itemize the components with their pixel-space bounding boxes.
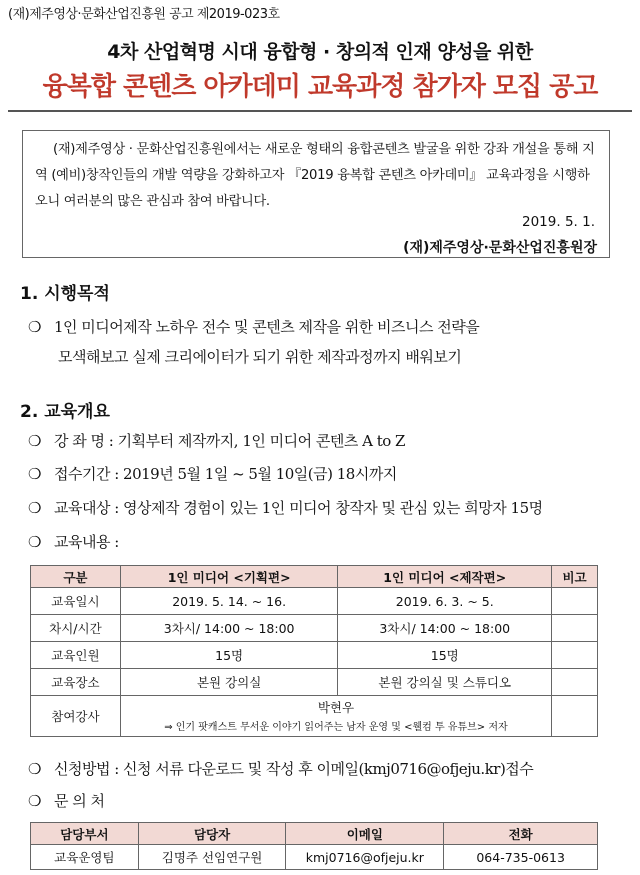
table-header-cell: 구분 [31,566,121,588]
table-cell: 15명 [338,642,552,669]
table-row [31,845,598,870]
apply-text: 신청방법 : 신청 서류 다운로드 및 작성 후 이메일(kmj0716@ofjeju.kr)접수 [54,760,534,778]
intro-date: 2019. 5. 1. [522,214,595,230]
bullet-mark: ❍ [28,318,41,336]
purpose-line-1 [28,316,479,337]
table-row-lecturer [31,696,598,737]
table-cell: 교육장소 [31,669,121,696]
page-title: 융복합 콘텐츠 아카데미 교육과정 참가자 모집 공고 [42,72,598,102]
purpose-text-1: 1인 미디어제작 노하우 전수 및 콘텐츠 제작을 위한 비즈니스 전략을 [54,318,480,336]
table-cell [552,588,598,615]
table-header-row [31,566,598,588]
table-cell [552,696,598,737]
overview-item-period [28,463,397,484]
lecturer-note: ⇒ 인기 팟캐스트 무서운 이야기 읽어주는 남자 운영 및 <웰컴 투 유튜브> 저자 [164,722,508,733]
page-subtitle: 4차 산업혁명 시대 융합형 · 창의적 인재 양성을 위한 [107,41,533,63]
section-heading-purpose: 1. 시행목적 [20,284,110,304]
bullet-mark: ❍ [28,499,41,517]
table-row [31,669,598,696]
intro-text: (재)제주영상 · 문화산업진흥원에서는 새로운 형태의 융합콘텐츠 발굴을 위한 강좌 개설을 통해 지역 (예비)창작인들의 개발 역량을 강화하고자 『2019 융복합 콘텐츠 아카데미』 교육과정을 시행하오니 여러분의 많은 관심과 참여 바랍니다. [35,142,595,209]
overview-text: 강 좌 명 : 기획부터 제작까지, 1인 미디어 콘텐츠 A to Z [54,432,405,450]
apply-method [28,758,533,779]
bullet-mark: ❍ [28,465,41,483]
table-cell: 3차시/ 14:00 ~ 18:00 [338,615,552,642]
table-cell: 김명주 선임연구원 [138,845,286,870]
table-header-cell: 비고 [552,566,598,588]
table-cell: 교육일시 [31,588,121,615]
overview-item-content [28,531,119,552]
overview-item-target [28,497,543,518]
inquiry-text: 문 의 처 [54,792,105,810]
table-cell: 본원 강의실 및 스튜디오 [338,669,552,696]
table-cell: 15명 [120,642,338,669]
table-cell: 3차시/ 14:00 ~ 18:00 [120,615,338,642]
lecturer-cell [120,696,551,737]
table-cell [552,615,598,642]
table-cell: 참여강사 [31,696,121,737]
overview-item-course [28,430,405,451]
table-row [31,588,598,615]
purpose-line-2: 모색해보고 실제 크리에이터가 되기 위한 제작과정까지 배워보기 [58,348,462,366]
table-header-cell: 이메일 [286,823,444,845]
table-header-cell: 담당자 [138,823,286,845]
table-row [31,615,598,642]
inquiry-label [28,790,105,811]
overview-text: 교육내용 : [54,533,119,551]
table-cell: 차시/시간 [31,615,121,642]
table-cell: 2019. 5. 14. ~ 16. [120,588,338,615]
table-cell: 2019. 6. 3. ~ 5. [338,588,552,615]
bullet-mark: ❍ [28,533,41,551]
bullet-mark: ❍ [28,792,41,810]
course-table [30,565,598,737]
table-header-row [31,823,598,845]
table-header-cell: 1인 미디어 <제작편> [338,566,552,588]
bullet-mark: ❍ [28,432,41,450]
overview-text: 교육대상 : 영상제작 경험이 있는 1인 미디어 창작자 및 관심 있는 희망자 15명 [54,499,543,517]
table-cell [552,642,598,669]
intro-box [22,130,610,258]
table-header-cell: 전화 [444,823,598,845]
table-cell [552,669,598,696]
bullet-mark: ❍ [28,760,41,778]
lecturer-name: 박현우 [317,700,355,715]
overview-text: 접수기간 : 2019년 5월 1일 ~ 5월 10일(금) 18시까지 [54,465,397,483]
title-divider [8,110,632,112]
announcement-number: (재)제주영상·문화산업진흥원 공고 제2019-023호 [8,7,280,22]
contact-email: kmj0716@ofjeju.kr [286,845,444,870]
table-header-cell: 1인 미디어 <기획편> [120,566,338,588]
table-row [31,642,598,669]
table-cell: 교육운영팀 [31,845,139,870]
intro-signer: (재)제주영상·문화산업진흥원장 [403,240,597,256]
contact-phone: 064-735-0613 [444,845,598,870]
section-heading-overview: 2. 교육개요 [20,402,110,422]
table-cell: 교육인원 [31,642,121,669]
table-header-cell: 담당부서 [31,823,139,845]
contact-table [30,822,598,870]
table-cell: 본원 강의실 [120,669,338,696]
